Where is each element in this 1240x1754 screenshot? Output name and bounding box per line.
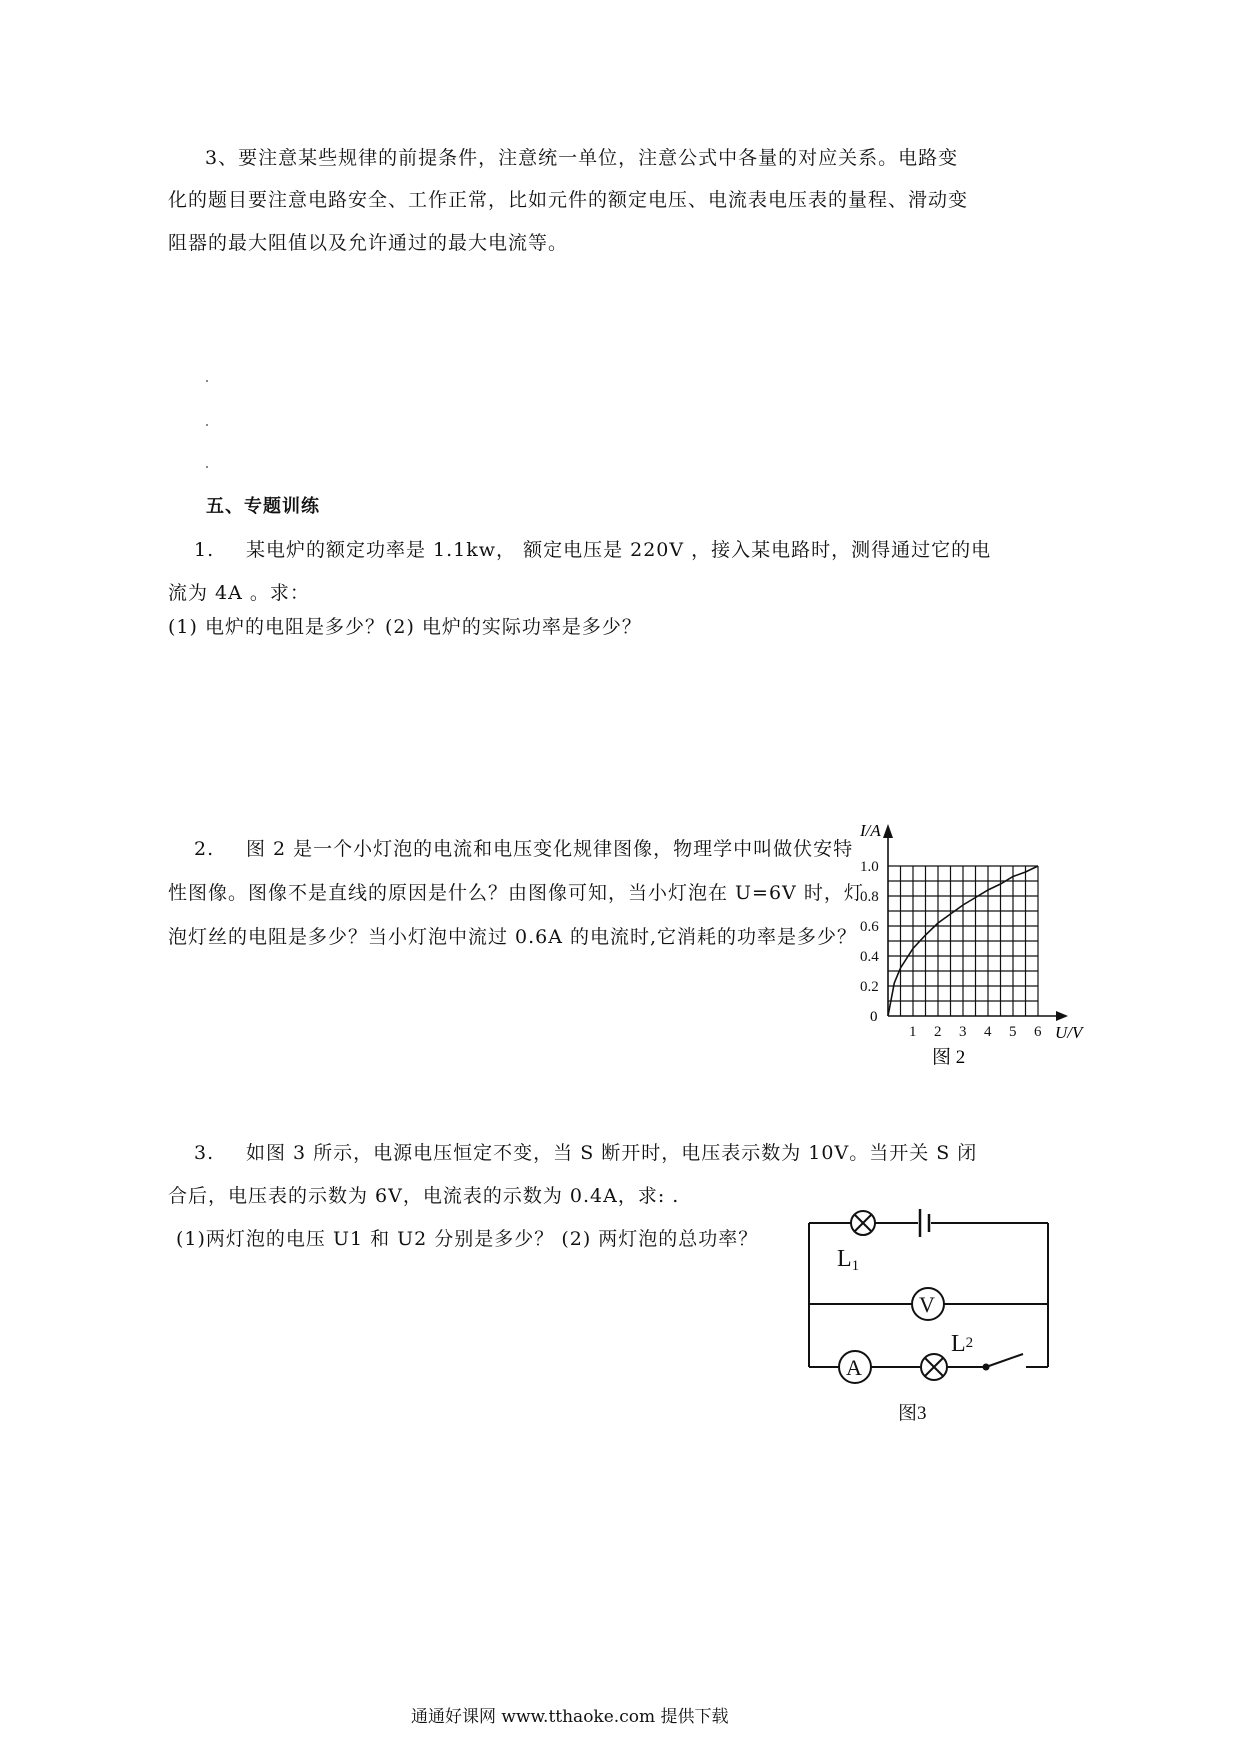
section-heading: 五、专题训练 bbox=[206, 496, 320, 517]
q3-number: 3. bbox=[194, 1142, 215, 1164]
section3-line1: 3、要注意某些规律的前提条件，注意统一单位，注意公式中各量的对应关系。电路变 bbox=[205, 147, 959, 169]
iv-characteristic-chart bbox=[850, 812, 1083, 1072]
y-tick-label: 0.4 bbox=[860, 949, 879, 965]
y-axis-arrow bbox=[883, 824, 893, 838]
q1-line1: 某电炉的额定功率是 1.1kw， 额定电压是 220V ，接入某电路时，测得通过它的电 bbox=[246, 539, 992, 561]
x-tick-label: 3 bbox=[959, 1024, 967, 1040]
q2-line2: 性图像。图像不是直线的原因是什么？由图像可知，当小灯泡在 U=6V 时，灯 bbox=[168, 882, 864, 904]
section3-line2: 化的题目要注意电路安全、工作正常，比如元件的额定电压、电流表电压表的量程、滑动变 bbox=[168, 189, 969, 211]
y-tick-label: 0.8 bbox=[860, 889, 879, 905]
x-tick-label: 5 bbox=[1009, 1024, 1017, 1040]
x-tick-label: 6 bbox=[1034, 1024, 1042, 1040]
x-axis-arrow bbox=[1056, 1011, 1068, 1021]
circuit-diagram bbox=[800, 1200, 1060, 1430]
ammeter-label: A bbox=[846, 1355, 862, 1380]
switch-lever-icon bbox=[986, 1354, 1023, 1367]
q1-number: 1. bbox=[194, 539, 215, 561]
section3-line3: 阻器的最大阻值以及允许通过的最大电流等。 bbox=[168, 232, 569, 254]
q3-line2: 合后，电压表的示数为 6V，电流表的示数为 0.4A，求: . bbox=[168, 1185, 680, 1207]
q1-line2: 流为 4A 。求： bbox=[168, 582, 310, 604]
y-tick-label: 0.6 bbox=[860, 919, 879, 935]
stray-dot bbox=[206, 424, 208, 426]
q3-line1: 如图 3 所示，电源电压恒定不变，当 S 断开时，电压表示数为 10V。当开关 S 闭 bbox=[246, 1142, 978, 1164]
l2-label: L2 bbox=[951, 1331, 974, 1357]
circuit-caption: 图3 bbox=[898, 1403, 927, 1424]
q2-line3: 泡灯丝的电阻是多少？当小灯泡中流过 0.6A 的电流时,它消耗的功率是多少？ bbox=[168, 926, 858, 948]
origin-label: 0 bbox=[870, 1009, 878, 1025]
y-axis-label: I/A bbox=[860, 821, 881, 840]
q2-number: 2. bbox=[194, 838, 215, 860]
footer-credit: 通通好课网 www.tthaoke.com 提供下载 bbox=[411, 1707, 729, 1727]
q2-line1: 图 2 是一个小灯泡的电流和电压变化规律图像，物理学中叫做伏安特 bbox=[246, 838, 854, 860]
q1-line3: (1) 电炉的电阻是多少？(2) 电炉的实际功率是多少？ bbox=[168, 616, 642, 638]
x-axis-label: U/V bbox=[1055, 1023, 1083, 1042]
y-tick-label: 0.2 bbox=[860, 979, 879, 995]
l1-label: L1 bbox=[837, 1246, 860, 1274]
q3-line3: (1)两灯泡的电压 U1 和 U2 分别是多少？ (2) 两灯泡的总功率？ bbox=[176, 1228, 759, 1250]
voltmeter-label: V bbox=[919, 1292, 935, 1317]
x-tick-label: 4 bbox=[984, 1024, 992, 1040]
chart-grid bbox=[888, 866, 1038, 1016]
x-tick-label: 2 bbox=[934, 1024, 942, 1040]
stray-dot bbox=[206, 380, 208, 382]
y-tick-label: 1.0 bbox=[860, 859, 879, 875]
x-tick-label: 1 bbox=[909, 1024, 917, 1040]
chart-caption: 图 2 bbox=[932, 1047, 966, 1068]
stray-dot bbox=[206, 466, 208, 468]
